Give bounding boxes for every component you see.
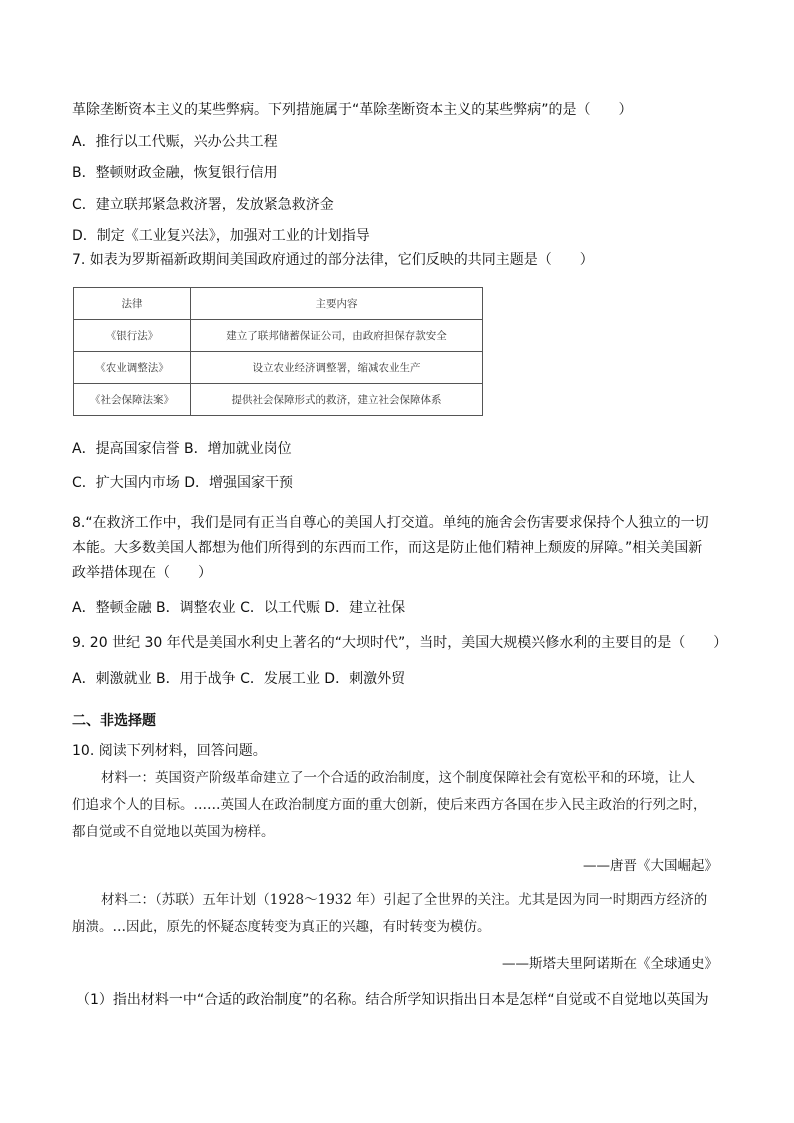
law-table-header-content: 主要内容 (191, 288, 483, 320)
law-table (73, 287, 483, 416)
law-name: 《农业调整法》 (74, 352, 191, 384)
law-name: 《银行法》 (74, 320, 191, 352)
q7-options-ab: A．提高国家信誉 B．增加就业岗位 (72, 441, 292, 457)
law-table-header-law: 法律 (74, 288, 191, 320)
material1-line3: 都自觉或不自觉地以英国为榜样。 (72, 824, 275, 840)
law-table-header-row (74, 288, 483, 320)
q6-stem: 革除垄断资本主义的某些弊病。下列措施属于“革除垄断资本主义的某些弊病”的是（ ） (72, 102, 633, 118)
q7-stem: 7. 如表为罗斯福新政期间美国政府通过的部分法律，它们反映的共同主题是（ ） (72, 252, 594, 268)
table-row (74, 352, 483, 384)
material2-source: ——斯塔夫里阿诺斯在《全球通史》 (502, 956, 718, 972)
law-content: 建立了联邦储蓄保证公司，由政府担保存款安全 (191, 320, 483, 352)
section-title: 二、非选择题 (72, 713, 156, 729)
q6-option-d: D．制定《工业复兴法》，加强对工业的计划指导 (72, 228, 370, 244)
material1-line1: 材料一：英国资产阶级革命建立了一个合适的政治制度，这个制度保障社会有宽松平和的环境，让人 (101, 770, 695, 786)
q10-stem: 10. 阅读下列材料，回答问题。 (72, 743, 267, 759)
q8-stem-line2: 本能。大多数美国人都想为他们所得到的东西而工作，而这是防止他们精神上颓废的屏障。”相关美国新 (72, 540, 703, 556)
q8-stem-line1: 8.“在救济工作中，我们是同有正当自尊心的美国人打交道。单纯的施舍会伤害要求保持个人独立的一切 (72, 515, 709, 531)
q10-sub1: （1）指出材料一中“合适的政治制度”的名称。结合所学知识指出日本是怎样“自觉或不自觉地以英国为 (76, 992, 709, 1008)
material2-line1: 材料二：（苏联）五年计划（1928～1932 年）引起了全世界的关注。尤其是因为同一时期西方经济的 (101, 892, 708, 908)
q6-option-a: A．推行以工代赈，兴办公共工程 (72, 134, 278, 150)
q8-options: A．整顿金融 B．调整农业 C．以工代赈 D．建立社保 (72, 600, 406, 616)
q8-stem-line3: 政举措体现在（ ） (72, 565, 212, 581)
q7-options-cd: C．扩大国内市场 D．增强国家干预 (72, 475, 294, 491)
table-row (74, 320, 483, 352)
q6-option-c: C．建立联邦紧急救济署，发放紧急救济金 (72, 197, 334, 213)
q9-stem: 9. 20 世纪 30 年代是美国水利史上著名的“大坝时代”，当时，美国大规模兴修水利的主要目的是（ ） (72, 635, 728, 651)
table-row (74, 384, 483, 416)
material1-source: ——唐晋《大国崛起》 (583, 858, 718, 874)
material2-line2: 崩溃。…因此，原先的怀疑态度转变为真正的兴趣，有时转变为模仿。 (72, 919, 491, 935)
law-content: 提供社会保障形式的救济，建立社会保障体系 (191, 384, 483, 416)
law-content: 设立农业经济调整署，缩减农业生产 (191, 352, 483, 384)
q9-options: A．刺激就业 B．用于战争 C．发展工业 D．刺激外贸 (72, 671, 406, 687)
material1-line2: 们追求个人的目标。……英国人在政治制度方面的重大创新，使后来西方各国在步入民主政治的行列之时， (72, 797, 707, 813)
q6-option-b: B．整顿财政金融，恢复银行信用 (72, 165, 278, 181)
law-name: 《社会保障法案》 (74, 384, 191, 416)
